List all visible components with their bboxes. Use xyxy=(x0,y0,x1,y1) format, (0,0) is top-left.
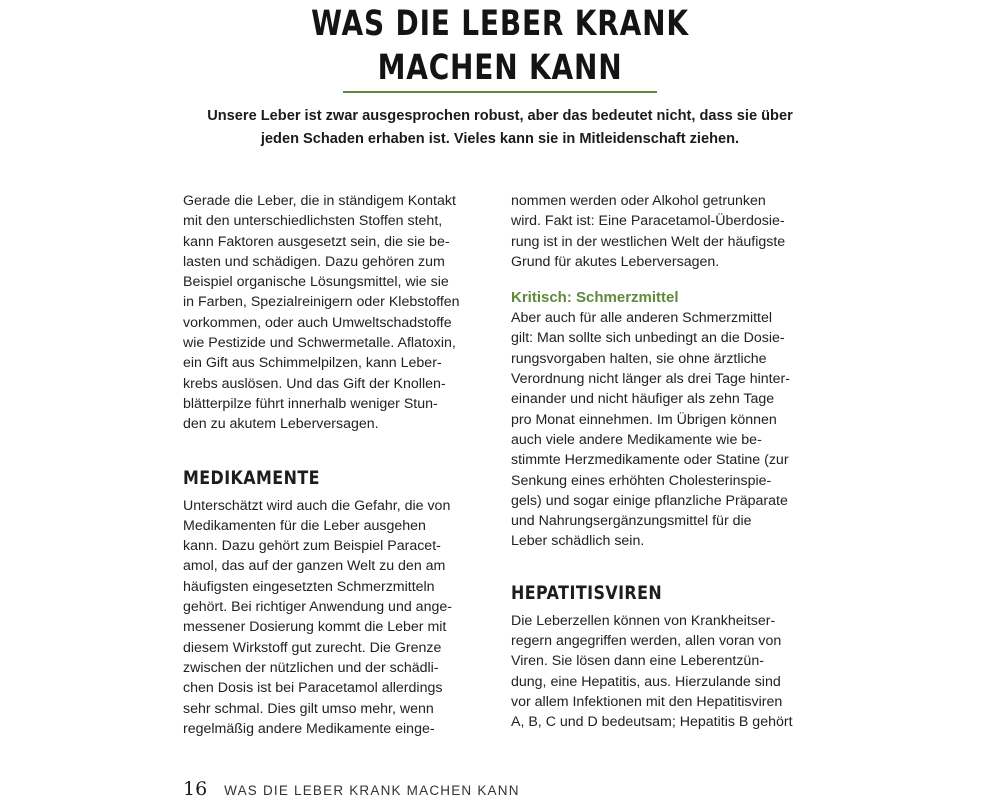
text-line: A, B, C und D bedeutsam; Hepatitis B gehört xyxy=(511,714,793,731)
text-line: gehört. Bei richtiger Anwendung und ange- xyxy=(183,599,452,616)
text-line: vorkommen, oder auch Umweltschadstoffe xyxy=(183,314,452,331)
text-line: regern angegriffen werden, allen voran von xyxy=(511,633,782,650)
title-line: WAS DIE LEBER KRANK xyxy=(311,4,689,44)
body-paragraph xyxy=(511,191,833,272)
text-line: regelmäßig andere Medikamente einge- xyxy=(183,720,435,737)
text-line: gilt: Man sollte sich unbedingt an die Dosie- xyxy=(511,330,785,347)
text-line: Unterschätzt wird auch die Gefahr, die von xyxy=(183,497,451,514)
text-line: amol, das auf der ganzen Welt zu den am xyxy=(183,558,446,575)
text-line: vor allem Infektionen mit den Hepatitisviren xyxy=(511,693,783,710)
text-line: wird. Fakt ist: Eine Paracetamol-Überdosie- xyxy=(511,213,785,230)
text-line: mit den unterschiedlichsten Stoffen steht, xyxy=(183,213,443,230)
text-line: sehr schmal. Dies gilt umso mehr, wenn xyxy=(183,700,434,717)
text-line: chen Dosis ist bei Paracetamol allerdings xyxy=(183,680,443,697)
intro-text xyxy=(180,105,820,151)
title-divider xyxy=(343,91,657,93)
page-title xyxy=(100,2,900,90)
body-paragraph xyxy=(511,308,833,552)
subheading-schmerzmittel: Kritisch: Schmerzmittel xyxy=(511,289,679,307)
text-line: rungsvorgaben halten, sie ohne ärztliche xyxy=(511,350,767,367)
text-line: Gerade die Leber, die in ständigem Kontakt xyxy=(183,193,456,209)
intro-line: jeden Schaden erhaben ist. Vieles kann sie in Mitleidenschaft ziehen. xyxy=(260,131,740,147)
section-heading-hepatitisviren: HEPATITISVIREN xyxy=(511,582,663,604)
text-line: diesem Wirkstoff gut zurecht. Die Grenze xyxy=(183,639,442,656)
text-line: stimmte Herzmedikamente oder Statine (zur xyxy=(511,452,789,469)
text-line: wie Pestizide und Schwermetalle. Aflatoxin, xyxy=(183,335,456,352)
text-line: dung, eine Hepatitis, aus. Hierzulande sind xyxy=(511,673,781,690)
text-line: und Nahrungsergänzungsmittel für die xyxy=(511,513,752,530)
text-line: kann. Dazu gehört zum Beispiel Paracet- xyxy=(183,538,441,555)
text-line: kann Faktoren ausgesetzt sein, die sie be- xyxy=(183,233,450,250)
left-column xyxy=(183,191,505,739)
text-line: blätterpilze führt innerhalb weniger Stun- xyxy=(183,395,438,412)
title-line: MACHEN KANN xyxy=(377,48,623,88)
text-line: krebs auslösen. Und das Gift der Knollen- xyxy=(183,375,446,392)
text-line: lasten und schädigen. Dazu gehören zum xyxy=(183,253,445,270)
text-line: auch viele andere Medikamente wie be- xyxy=(511,431,762,448)
text-line: nommen werden oder Alkohol getrunken xyxy=(511,193,766,209)
text-line: rung ist in der westlichen Welt der häufigste xyxy=(511,233,786,250)
page-number: 16 xyxy=(183,778,208,800)
body-paragraph xyxy=(183,496,505,740)
right-column xyxy=(511,191,833,733)
text-line: den zu akutem Leberversagen. xyxy=(183,416,379,433)
text-line: Leber schädlich sein. xyxy=(511,533,645,550)
text-line: Grund für akutes Leberversagen. xyxy=(511,253,720,270)
text-line: Aber auch für alle anderen Schmerzmittel xyxy=(511,310,773,327)
text-line: Die Leberzellen können von Krankheitser- xyxy=(511,612,776,629)
text-line: einander und nicht häufiger als zehn Tage xyxy=(511,391,775,408)
body-paragraph xyxy=(511,611,833,733)
section-heading-medikamente: MEDIKAMENTE xyxy=(183,467,320,489)
text-line: häufigsten eingesetzten Schmerzmitteln xyxy=(183,578,435,595)
text-line: Viren. Sie lösen dann eine Leberentzün- xyxy=(511,653,764,670)
text-line: Beispiel organische Lösungsmittel, wie sie xyxy=(183,274,449,291)
page-footer xyxy=(183,778,520,800)
running-title: WAS DIE LEBER KRANK MACHEN KANN xyxy=(224,783,520,798)
text-line: Senkung eines erhöhten Cholesterinspie- xyxy=(511,472,772,489)
body-paragraph xyxy=(183,191,505,435)
text-line: messener Dosierung kommt die Leber mit xyxy=(183,619,447,636)
intro-line: Unsere Leber ist zwar ausgesprochen robust, aber das bedeutet nicht, dass sie über xyxy=(207,108,793,124)
text-line: gels) und sogar einige pflanzliche Präparate xyxy=(511,492,788,509)
text-line: Verordnung nicht länger als drei Tage hinter- xyxy=(511,371,790,388)
text-line: in Farben, Spezialreinigern oder Klebstoffen xyxy=(183,294,460,311)
text-line: ein Gift aus Schimmelpilzen, kann Leber- xyxy=(183,355,442,372)
text-line: pro Monat einnehmen. Im Übrigen können xyxy=(511,411,777,428)
text-line: zwischen der nützlichen und der schädli- xyxy=(183,659,439,676)
text-line: Medikamenten für die Leber ausgehen xyxy=(183,517,426,534)
